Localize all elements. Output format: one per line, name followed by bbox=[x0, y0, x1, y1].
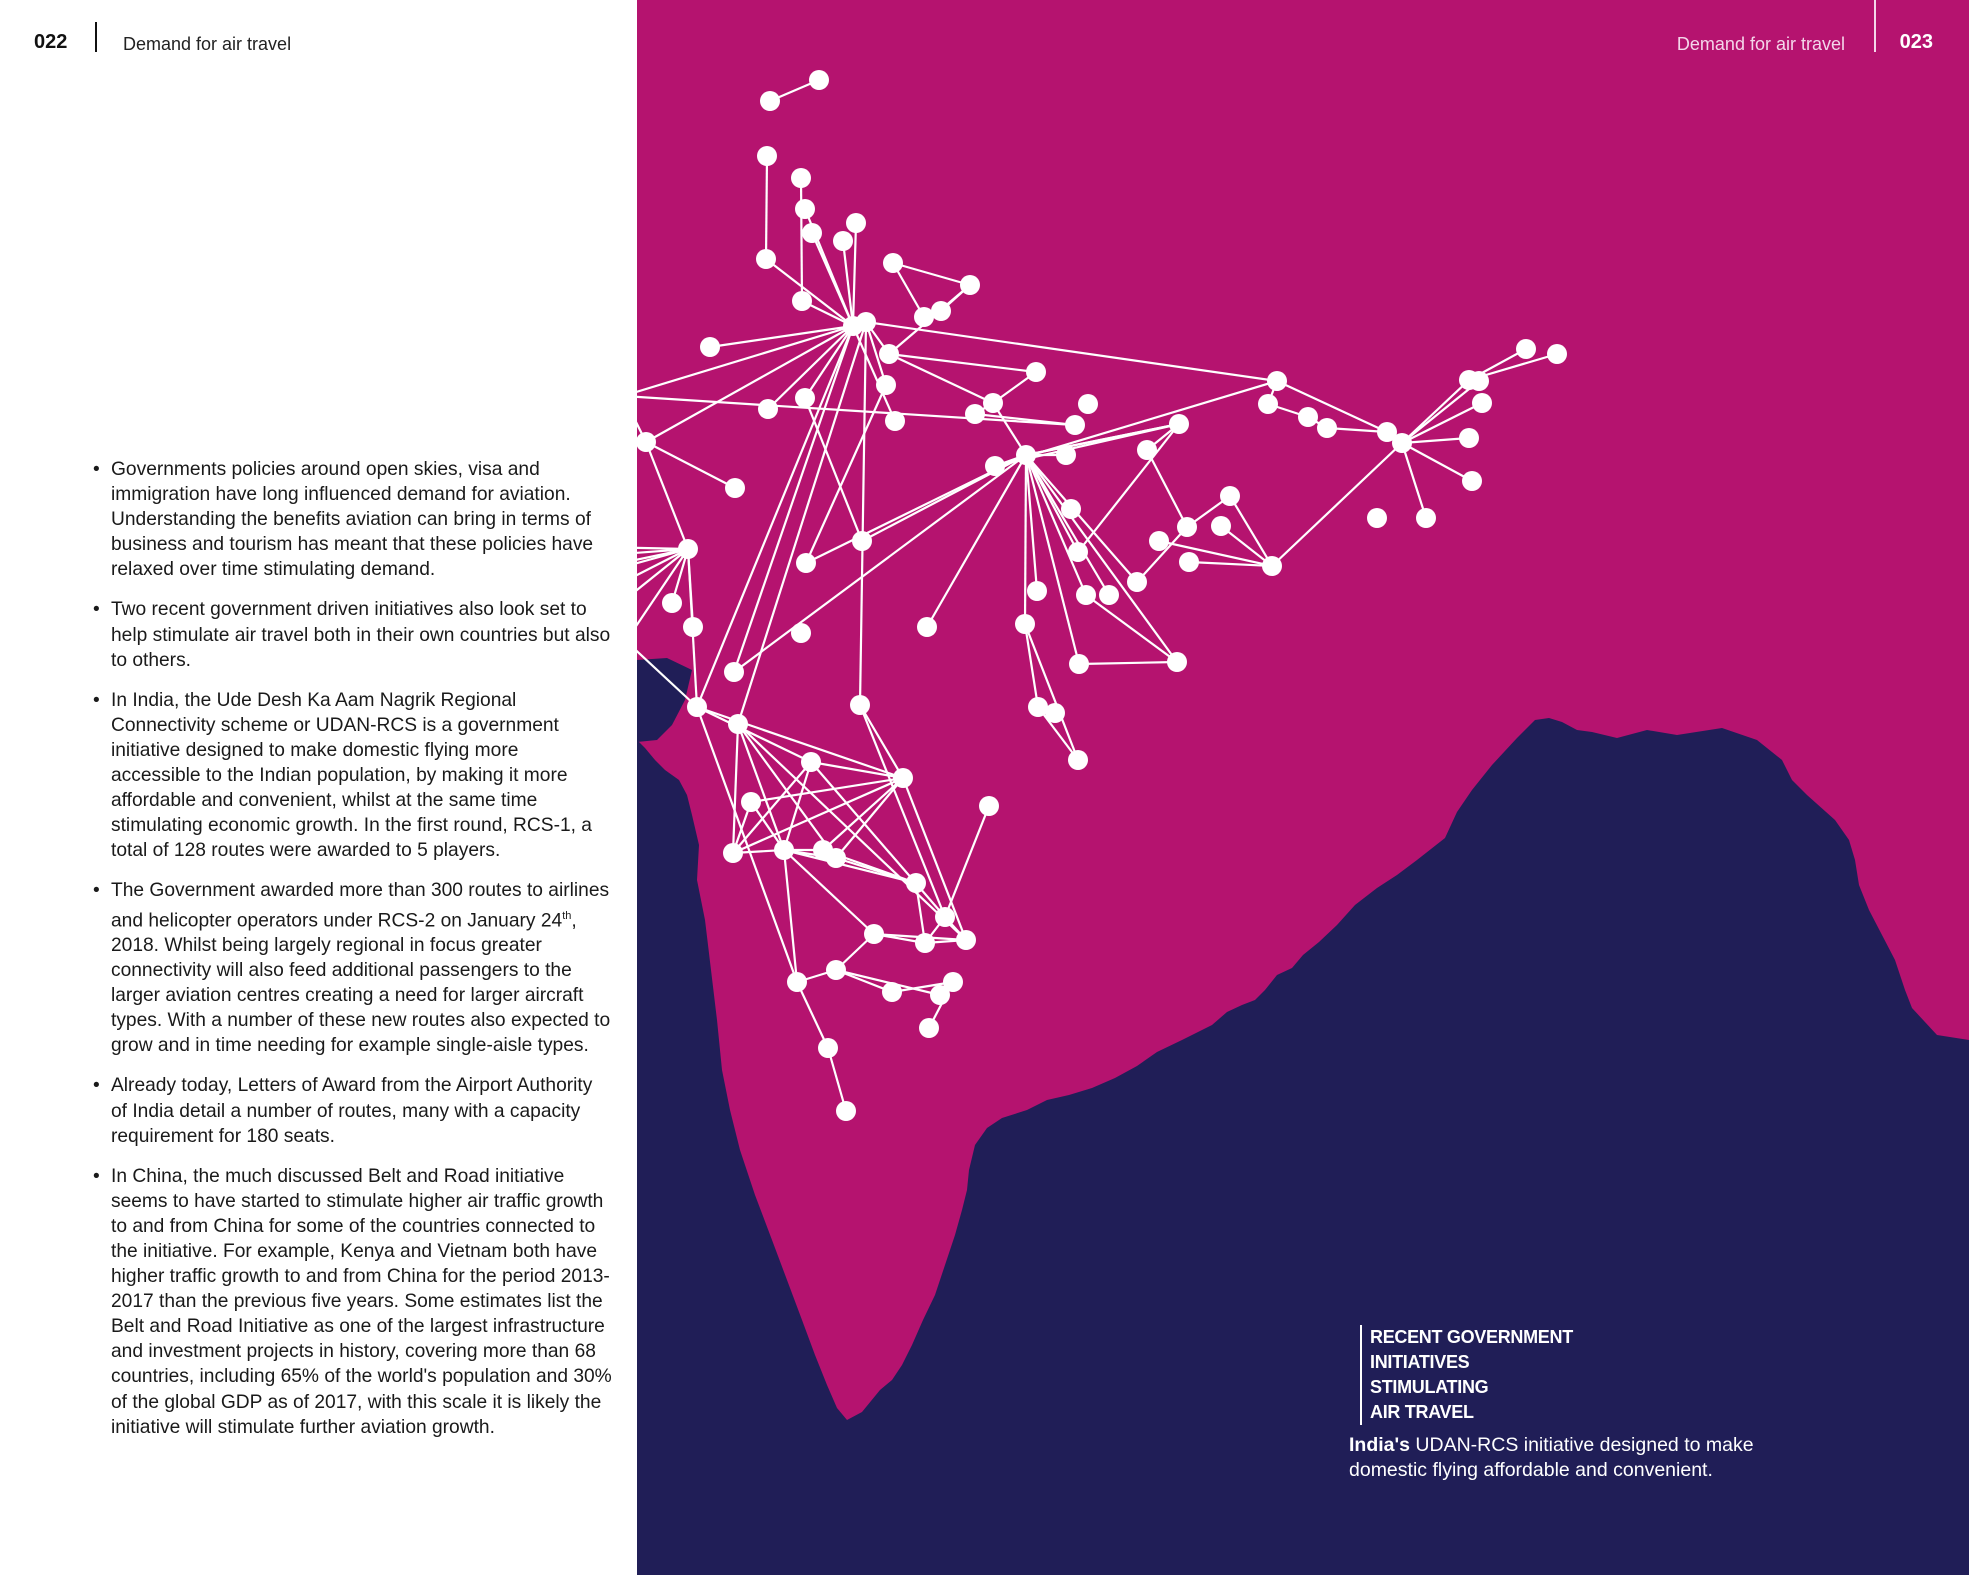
airport-node bbox=[662, 593, 682, 613]
airport-node bbox=[852, 531, 872, 551]
airport-node bbox=[758, 399, 778, 419]
airport-node bbox=[757, 146, 777, 166]
airport-node bbox=[795, 388, 815, 408]
airport-node bbox=[724, 662, 744, 682]
airport-node bbox=[1462, 471, 1482, 491]
bullet-item: • Already today, Letters of Award from the Airport Authority of India detail a number of routes, many with a capacity requirement for 180 seats. bbox=[93, 1073, 613, 1148]
airport-node bbox=[893, 768, 913, 788]
airport-node bbox=[882, 982, 902, 1002]
airport-node bbox=[1516, 339, 1536, 359]
airport-node bbox=[795, 199, 815, 219]
airport-node bbox=[919, 1018, 939, 1038]
airport-node bbox=[792, 291, 812, 311]
caption-title-line: AIR TRAVEL bbox=[1370, 1402, 1474, 1422]
airport-node bbox=[885, 411, 905, 431]
airport-node bbox=[809, 70, 829, 90]
airport-node bbox=[1056, 445, 1076, 465]
airport-node bbox=[826, 848, 846, 868]
airport-node bbox=[960, 275, 980, 295]
airport-node bbox=[787, 972, 807, 992]
airport-node bbox=[985, 456, 1005, 476]
airport-node bbox=[883, 253, 903, 273]
airport-node bbox=[1177, 517, 1197, 537]
airport-node bbox=[802, 223, 822, 243]
airport-node bbox=[1416, 508, 1436, 528]
airport-node bbox=[1317, 418, 1337, 438]
airport-node bbox=[728, 714, 748, 734]
header-rule-left bbox=[95, 22, 97, 52]
airport-node bbox=[1469, 371, 1489, 391]
airport-node bbox=[864, 924, 884, 944]
airport-node bbox=[760, 91, 780, 111]
caption-bold: India's bbox=[1349, 1434, 1410, 1456]
airport-node bbox=[1267, 371, 1287, 391]
map-caption-title bbox=[1360, 1325, 1590, 1425]
route-line bbox=[1025, 455, 1026, 624]
caption-title-line: INITIATIVES STIMULATING bbox=[1370, 1352, 1489, 1397]
right-page bbox=[637, 0, 1969, 1575]
bullet-item bbox=[93, 878, 613, 1058]
airport-node bbox=[1169, 414, 1189, 434]
airport-node bbox=[965, 404, 985, 424]
airport-node bbox=[879, 344, 899, 364]
airport-node bbox=[846, 213, 866, 233]
header-rule-right bbox=[1874, 0, 1876, 52]
airport-node bbox=[741, 792, 761, 812]
airport-node bbox=[1472, 393, 1492, 413]
airport-node bbox=[1149, 531, 1169, 551]
airport-node bbox=[1068, 750, 1088, 770]
airport-node bbox=[1028, 697, 1048, 717]
airport-node bbox=[1027, 581, 1047, 601]
airport-node bbox=[1099, 585, 1119, 605]
airport-node bbox=[1045, 703, 1065, 723]
left-page bbox=[0, 0, 637, 1575]
page-number-left: 022 bbox=[34, 31, 68, 53]
airport-node bbox=[876, 375, 896, 395]
airport-node bbox=[836, 1101, 856, 1121]
bullet-item: • Governments policies around open skies, visa and immigration have long influenced demand for aviation. Understanding the benefits aviation can bring in terms of business and tourism has meant that these policies have relaxed over time stimulating demand. bbox=[93, 457, 613, 582]
airport-node bbox=[801, 752, 821, 772]
airport-node bbox=[1065, 415, 1085, 435]
bullet-item: • In India, the Ude Desh Ka Aam Nagrik Regional Connectivity scheme or UDAN-RCS is a government initiative designed to make domestic flying more accessible to the Indian population, by making it more affordable and convenient, whilst at the same time stimulating economic growth. In the first round, RCS-1, a total of 128 routes were awarded to 5 players. bbox=[93, 688, 613, 864]
bullet-item: • Two recent government driven initiatives also look set to help stimulate air travel both in their own countries but also to others. bbox=[93, 597, 613, 672]
airport-node bbox=[1298, 407, 1318, 427]
caption-body: UDAN-RCS initiative designed to make domestic flying affordable and convenient. bbox=[1349, 1434, 1754, 1481]
airport-node bbox=[1392, 433, 1412, 453]
airport-node bbox=[774, 840, 794, 860]
caption-title-line: RECENT GOVERNMENT bbox=[1370, 1327, 1573, 1347]
airport-node bbox=[956, 930, 976, 950]
airport-node bbox=[943, 972, 963, 992]
running-title-left: Demand for air travel bbox=[123, 34, 292, 54]
airport-node bbox=[796, 553, 816, 573]
airport-node bbox=[935, 907, 955, 927]
airport-node bbox=[756, 249, 776, 269]
airport-node bbox=[1068, 542, 1088, 562]
bullet-list bbox=[93, 457, 613, 1455]
airport-node bbox=[906, 873, 926, 893]
bullet-item: • In China, the much discussed Belt and Road initiative seems to have started to stimulate higher air traffic growth to and from China for some of the countries connected to the initiative. For example, Kenya and Vietnam both have higher traffic growth to and from China for the period 2013-2017 than the previous five years. Some estimates list the Belt and Road Initiative as one of the largest infrastructure and investment projects in history, covering more than 68 countries, including 65% of the world's population and 30% of the global GDP as of 2017, with this scale it is likely the initiative will stimulate further aviation growth. bbox=[93, 1164, 613, 1440]
airport-node bbox=[1016, 445, 1036, 465]
airport-node bbox=[914, 307, 934, 327]
airport-node bbox=[1061, 499, 1081, 519]
india-route-map bbox=[637, 0, 1969, 1575]
airport-node bbox=[850, 695, 870, 715]
airport-node bbox=[931, 301, 951, 321]
airport-node bbox=[1367, 508, 1387, 528]
airport-node bbox=[678, 539, 698, 559]
airport-node bbox=[915, 933, 935, 953]
airport-node bbox=[818, 1038, 838, 1058]
airport-node bbox=[1137, 440, 1157, 460]
airport-node bbox=[856, 312, 876, 332]
airport-node bbox=[1262, 556, 1282, 576]
airport-node bbox=[1179, 552, 1199, 572]
bullet-text: The Government awarded more than 300 routes to airlines and helicopter operators under RCS-2 on January 24 bbox=[111, 880, 610, 931]
airport-node bbox=[1078, 394, 1098, 414]
airport-node bbox=[683, 617, 703, 637]
airport-node bbox=[791, 168, 811, 188]
map-caption-text bbox=[1349, 1433, 1789, 1483]
page-number-right: 023 bbox=[1899, 31, 1933, 53]
airport-node bbox=[833, 231, 853, 251]
airport-node bbox=[917, 617, 937, 637]
airport-node bbox=[1026, 362, 1046, 382]
airport-node bbox=[983, 393, 1003, 413]
airport-node bbox=[979, 796, 999, 816]
route-line bbox=[766, 156, 767, 259]
airport-node bbox=[791, 623, 811, 643]
route-line bbox=[801, 178, 802, 301]
bullet-superscript: th bbox=[562, 909, 572, 922]
airport-node bbox=[1167, 652, 1187, 672]
airport-node bbox=[725, 478, 745, 498]
airport-node bbox=[1547, 344, 1567, 364]
airport-node bbox=[1076, 585, 1096, 605]
airport-node bbox=[687, 697, 707, 717]
airport-node bbox=[700, 337, 720, 357]
india-landmass bbox=[637, 0, 1969, 1420]
airport-node bbox=[1220, 486, 1240, 506]
airport-node bbox=[1127, 572, 1147, 592]
bullet-text: , 2018. Whilst being largely regional in focus greater connectivity will also feed additional passengers to the larger aviation centres creating a need for larger aircraft types. With a number of these new routes also expected to grow and in time needing for example single-aisle types. bbox=[111, 909, 611, 1057]
airport-node bbox=[1069, 654, 1089, 674]
airport-node bbox=[1459, 428, 1479, 448]
running-title-right: Demand for air travel bbox=[1676, 34, 1845, 54]
airport-node bbox=[1258, 394, 1278, 414]
airport-node bbox=[826, 960, 846, 980]
airport-node bbox=[1015, 614, 1035, 634]
airport-node bbox=[1211, 516, 1231, 536]
airport-node bbox=[723, 843, 743, 863]
